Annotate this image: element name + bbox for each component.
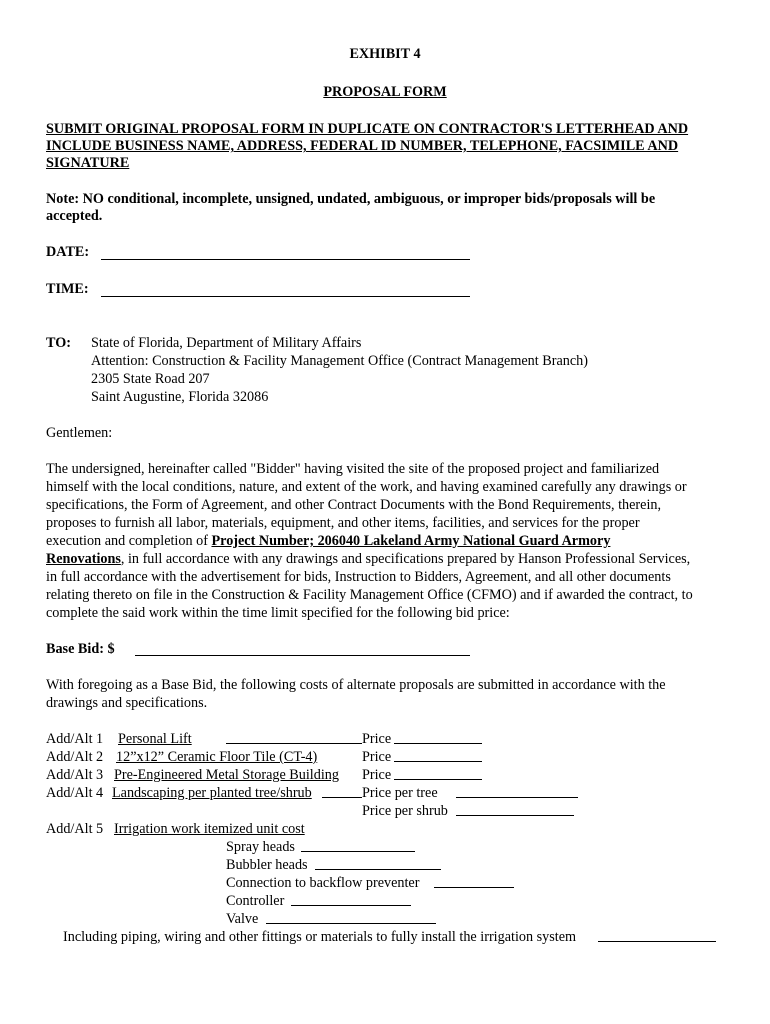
body-line-2: himself with the local conditions, nature, and extent of the work, and having examined carefully any drawings or (46, 479, 687, 495)
base-bid-field[interactable] (135, 655, 470, 656)
alt-1-price-field[interactable] (394, 743, 482, 744)
controller-field[interactable] (291, 905, 411, 906)
alt-2-desc: 12”x12” Ceramic Floor Tile (CT-4) (116, 749, 318, 765)
instruction-line-3: SIGNATURE (46, 155, 130, 171)
alt-5-desc: Irrigation work itemized unit cost (114, 821, 305, 837)
alt-4-price-tree-label: Price per tree (362, 785, 438, 801)
alt-1-id: Add/Alt 1 (46, 731, 104, 747)
alt-1-desc-underline (226, 743, 362, 744)
body-line-9: complete the said work within the time limit specified for the following bid price: (46, 605, 510, 621)
irrigation-spray-heads: Spray heads (226, 839, 295, 855)
alt-4-price-shrub-field[interactable] (456, 815, 574, 816)
instruction-line-2: INCLUDE BUSINESS NAME, ADDRESS, FEDERAL ID NUMBER, TELEPHONE, FACSIMILE AND (46, 138, 679, 154)
date-field[interactable] (101, 259, 470, 260)
body-line-7: in full accordance with the advertisement for bids, Instruction to Bidders, Agreement, and all other documents (46, 569, 671, 585)
to-line-1: State of Florida, Department of Military Affairs (91, 335, 362, 351)
body-line-3: specifications, the Form of Agreement, and other Contract Documents with the Bond Requirements, therein, (46, 497, 662, 513)
exhibit-heading: EXHIBIT 4 (349, 46, 421, 62)
spray-heads-field[interactable] (301, 851, 415, 852)
alt-3-desc: Pre-Engineered Metal Storage Building (114, 767, 339, 783)
time-label: TIME: (46, 281, 89, 297)
alt-4-price-tree-field[interactable] (456, 797, 578, 798)
irrigation-controller: Controller (226, 893, 285, 909)
alt-4-desc: Landscaping per planted tree/shrub (112, 785, 312, 801)
alt-3-price-label: Price (362, 767, 392, 783)
time-field[interactable] (101, 296, 470, 297)
alt-4-id: Add/Alt 4 (46, 785, 104, 801)
project-name-renovations: Renovations (46, 551, 121, 567)
body-line-4: proposes to furnish all labor, materials, equipment, and other items, facilities, and services for the proper (46, 515, 640, 531)
body-line-6-suffix: , in full accordance with any drawings and specifications prepared by Hanson Professional Services, (120, 551, 691, 567)
body-line-5-prefix: execution and completion of (46, 533, 212, 549)
closing-line: Including piping, wiring and other fittings or materials to fully install the irrigation system (63, 929, 577, 945)
note-line-2: accepted. (46, 208, 103, 224)
to-line-2: Attention: Construction & Facility Management Office (Contract Management Branch) (91, 353, 588, 369)
alt-1-desc: Personal Lift (118, 731, 192, 747)
alt-1-price-label: Price (362, 731, 392, 747)
base-bid-label: Base Bid: $ (46, 641, 115, 657)
alt-4-price-shrub-label: Price per shrub (362, 803, 448, 819)
to-label: TO: (46, 335, 71, 351)
alt-2-id: Add/Alt 2 (46, 749, 104, 765)
alt-2-price-label: Price (362, 749, 392, 765)
body-line-1: The undersigned, hereinafter called "Bidder" having visited the site of the proposed project and familiarized (46, 461, 660, 477)
salutation: Gentlemen: (46, 425, 113, 441)
alternates-intro-line-1: With foregoing as a Base Bid, the following costs of alternate proposals are submitted in accordance with the (46, 677, 666, 693)
instruction-line-1: SUBMIT ORIGINAL PROPOSAL FORM IN DUPLICATE ON CONTRACTOR'S LETTERHEAD AND (46, 121, 689, 137)
irrigation-backflow-connection: Connection to backflow preventer (226, 875, 420, 891)
irrigation-system-total-field[interactable] (598, 941, 716, 942)
to-line-4: Saint Augustine, Florida 32086 (91, 389, 269, 405)
to-line-3: 2305 State Road 207 (91, 371, 210, 387)
bubbler-heads-field[interactable] (315, 869, 441, 870)
body-line-5 (46, 532, 610, 550)
body-line-6 (46, 550, 690, 568)
body-line-8: relating thereto on file in the Construction & Facility Management Office (CFMO) and if awarded the contract, to (46, 587, 693, 603)
date-label: DATE: (46, 244, 90, 260)
form-title: PROPOSAL FORM (323, 84, 447, 100)
project-number: Project Number; 206040 Lakeland Army National Guard Armory (211, 533, 611, 549)
irrigation-bubbler-heads: Bubbler heads (226, 857, 308, 873)
backflow-connection-field[interactable] (434, 887, 514, 888)
note-line-1: Note: NO conditional, incomplete, unsigned, undated, ambiguous, or improper bids/proposals will be (46, 191, 656, 207)
irrigation-valve: Valve (226, 911, 259, 927)
alt-5-id: Add/Alt 5 (46, 821, 104, 837)
alt-2-price-field[interactable] (394, 761, 482, 762)
alt-4-desc-underline (322, 797, 362, 798)
alt-3-price-field[interactable] (394, 779, 482, 780)
alt-3-id: Add/Alt 3 (46, 767, 104, 783)
alternates-intro-line-2: drawings and specifications. (46, 695, 208, 711)
valve-field[interactable] (266, 923, 436, 924)
